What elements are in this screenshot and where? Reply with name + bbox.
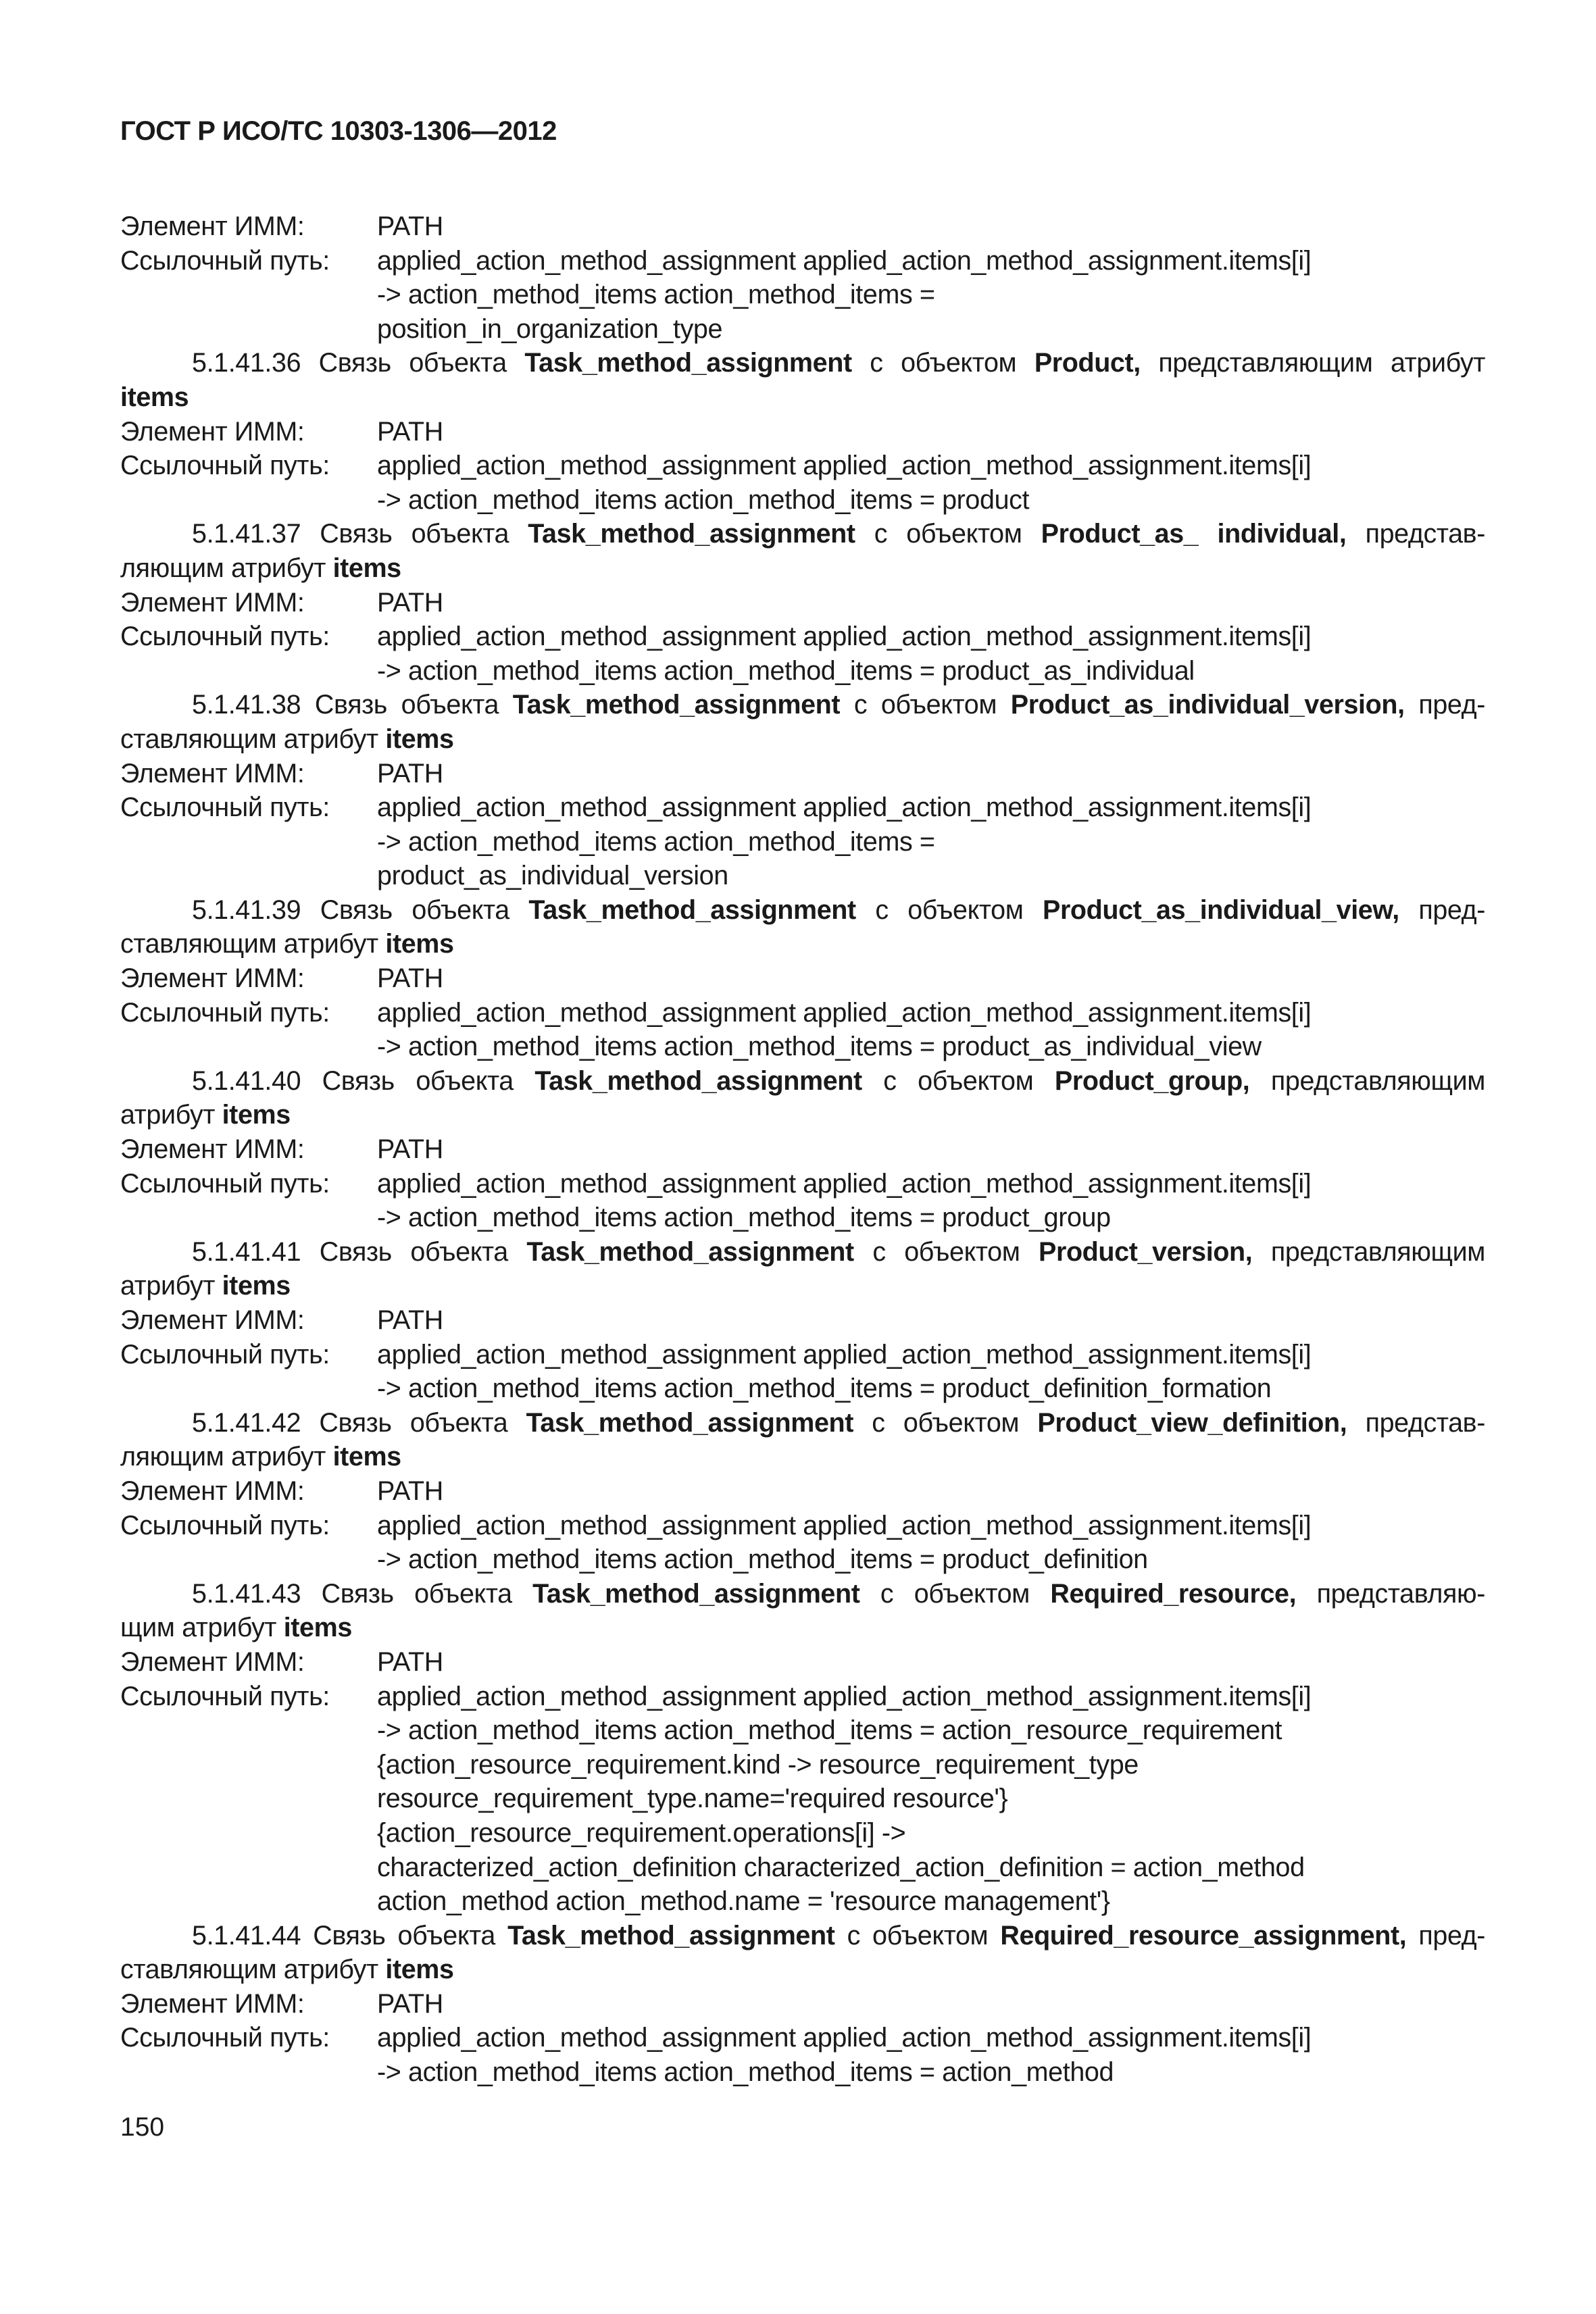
target-entity-name: Required_resource, bbox=[1050, 1578, 1297, 1609]
element-value: PATH bbox=[377, 587, 443, 618]
path-line: applied_action_method_assignment applied_action_method_assignment.items[i] bbox=[377, 2023, 1312, 2053]
section-heading-cont bbox=[120, 1611, 1485, 1645]
word: с объектом bbox=[883, 1065, 1034, 1096]
path-label: Ссылочный путь: bbox=[120, 1510, 330, 1540]
page-number: 150 bbox=[120, 2113, 165, 2142]
path-row bbox=[120, 1509, 1485, 1543]
section-heading bbox=[120, 1919, 1485, 1953]
path-line: -> action_method_items action_method_items = product_definition bbox=[377, 1544, 1148, 1575]
word: пред- bbox=[1418, 895, 1485, 925]
element-value: PATH bbox=[377, 1134, 443, 1165]
path-row-cont bbox=[120, 1713, 1485, 1748]
entity-name: Task_method_assignment bbox=[526, 1236, 854, 1267]
element-label: Элемент ИММ: bbox=[120, 758, 305, 788]
path-label: Ссылочный путь: bbox=[120, 1681, 330, 1711]
path-row-cont bbox=[120, 1816, 1485, 1851]
path-line: applied_action_method_assignment applied_action_method_assignment.items[i] bbox=[377, 245, 1312, 276]
word: объекта bbox=[411, 519, 509, 549]
path-row-cont bbox=[120, 654, 1485, 688]
target-entity-name: Product_as_individual_version, bbox=[1010, 690, 1405, 720]
word: объекта bbox=[409, 1407, 508, 1438]
target-entity-name: Product_as_ individual, bbox=[1041, 519, 1347, 549]
path-row bbox=[120, 620, 1485, 654]
entity-name: Task_method_assignment bbox=[524, 348, 852, 378]
entity-name: Task_method_assignment bbox=[528, 519, 855, 549]
element-value: PATH bbox=[377, 1305, 443, 1335]
section-number: 5.1.41.37 bbox=[192, 519, 301, 549]
word: представ- bbox=[1365, 519, 1486, 549]
path-line: action_method action_method.name = 'resource management'} bbox=[377, 1886, 1110, 1917]
attribute-name: items bbox=[385, 929, 454, 959]
element-row bbox=[120, 961, 1485, 996]
section-heading-cont bbox=[120, 551, 1485, 586]
target-entity-name: Required_resource_assignment, bbox=[1000, 1920, 1407, 1951]
target-entity-name: Product_group, bbox=[1054, 1065, 1250, 1096]
section-number: 5.1.41.39 bbox=[192, 895, 301, 925]
target-entity-name: Product_version, bbox=[1039, 1236, 1253, 1267]
word: объекта bbox=[414, 1578, 512, 1609]
path-line: -> action_method_items action_method_items = action_resource_requirement bbox=[377, 1715, 1282, 1746]
path-row-cont bbox=[120, 1201, 1485, 1235]
path-line: {action_resource_requirement.operations[i] -> bbox=[377, 1817, 906, 1848]
path-line: applied_action_method_assignment applied_action_method_assignment.items[i] bbox=[377, 622, 1312, 652]
heading-cont-text: атрибут bbox=[120, 1271, 216, 1301]
heading-cont-text: атрибут bbox=[120, 1100, 216, 1130]
element-row bbox=[120, 209, 1485, 244]
element-row bbox=[120, 1303, 1485, 1338]
word: с объектом bbox=[872, 1407, 1020, 1438]
path-row bbox=[120, 2021, 1485, 2055]
word: Связь bbox=[320, 895, 393, 925]
path-row bbox=[120, 790, 1485, 825]
path-row-cont bbox=[120, 1748, 1485, 1782]
section-heading bbox=[120, 893, 1485, 928]
word: объекта bbox=[397, 1920, 495, 1951]
word: Связь bbox=[313, 1920, 386, 1951]
path-line: -> action_method_items action_method_items = product bbox=[377, 484, 1030, 515]
path-row-cont bbox=[120, 1030, 1485, 1064]
path-row-cont bbox=[120, 2055, 1485, 2090]
heading-cont-text: ставляющим атрибут bbox=[120, 1955, 378, 1985]
attribute-name: items bbox=[222, 1271, 291, 1301]
section-heading-cont bbox=[120, 722, 1485, 757]
section-heading-cont bbox=[120, 1269, 1485, 1303]
section-number: 5.1.41.44 bbox=[192, 1920, 301, 1951]
section-block bbox=[120, 517, 1485, 688]
element-label: Элемент ИММ: bbox=[120, 1134, 305, 1165]
entity-name: Task_method_assignment bbox=[528, 895, 856, 925]
word: с объектом bbox=[880, 1578, 1030, 1609]
element-label: Элемент ИММ: bbox=[120, 587, 305, 618]
path-row bbox=[120, 244, 1485, 278]
path-line: {action_resource_requirement.kind -> resource_requirement_type bbox=[377, 1749, 1139, 1780]
section-block bbox=[120, 346, 1485, 517]
path-line: characterized_action_definition characterized_action_definition = action_method bbox=[377, 1852, 1305, 1882]
path-label: Ссылочный путь: bbox=[120, 622, 330, 652]
word: представляющим bbox=[1270, 1065, 1486, 1096]
word: представ- bbox=[1365, 1407, 1486, 1438]
word: объекта bbox=[409, 348, 507, 378]
word: объекта bbox=[412, 895, 509, 925]
path-row bbox=[120, 996, 1485, 1030]
path-row-cont bbox=[120, 483, 1485, 518]
word: объекта bbox=[410, 1236, 508, 1267]
attribute-name: items bbox=[385, 1955, 454, 1985]
section-block bbox=[120, 893, 1485, 1064]
element-value: PATH bbox=[377, 211, 443, 241]
word: с объектом bbox=[875, 895, 1024, 925]
element-label: Элемент ИММ: bbox=[120, 1988, 305, 2019]
section-heading bbox=[120, 1235, 1485, 1269]
path-line: -> action_method_items action_method_items = product_group bbox=[377, 1203, 1111, 1233]
heading-cont-text: ставляющим атрибут bbox=[120, 929, 378, 959]
element-label: Элемент ИММ: bbox=[120, 211, 305, 241]
section-number: 5.1.41.42 bbox=[192, 1407, 301, 1438]
path-label: Ссылочный путь: bbox=[120, 2023, 330, 2053]
word: Связь bbox=[318, 348, 391, 378]
entity-name: Task_method_assignment bbox=[532, 1578, 860, 1609]
path-label: Ссылочный путь: bbox=[120, 997, 330, 1028]
element-row bbox=[120, 415, 1485, 449]
section-number: 5.1.41.38 bbox=[192, 690, 301, 720]
attribute-name: items bbox=[332, 553, 401, 583]
section-heading bbox=[120, 1064, 1485, 1099]
path-row-cont bbox=[120, 1884, 1485, 1919]
word: представляю- bbox=[1316, 1578, 1485, 1609]
element-value: PATH bbox=[377, 963, 443, 994]
word: представляющим bbox=[1270, 1236, 1485, 1267]
path-row-cont bbox=[120, 859, 1485, 893]
path-row bbox=[120, 1167, 1485, 1201]
section-heading-cont bbox=[120, 927, 1485, 961]
word: Связь bbox=[314, 690, 387, 720]
section-block bbox=[120, 1577, 1485, 1919]
word: объекта bbox=[401, 690, 499, 720]
attribute-name: items bbox=[385, 724, 454, 754]
heading-cont-text: ляющим атрибут bbox=[120, 1442, 326, 1472]
path-line: applied_action_method_assignment applied_action_method_assignment.items[i] bbox=[377, 1339, 1312, 1369]
path-row-cont bbox=[120, 1851, 1485, 1885]
word: Связь bbox=[321, 1578, 394, 1609]
path-label: Ссылочный путь: bbox=[120, 451, 330, 481]
section-heading bbox=[120, 1406, 1485, 1440]
heading-cont-text: щим атрибут bbox=[120, 1613, 277, 1643]
path-line: applied_action_method_assignment applied_action_method_assignment.items[i] bbox=[377, 793, 1312, 823]
path-row-cont bbox=[120, 825, 1485, 859]
entity-name: Task_method_assignment bbox=[526, 1407, 853, 1438]
word: с объектом bbox=[870, 348, 1017, 378]
section-heading-cont bbox=[120, 1098, 1485, 1132]
target-entity-name: Product_as_individual_view, bbox=[1043, 895, 1399, 925]
path-label: Ссылочный путь: bbox=[120, 245, 330, 276]
element-label: Элемент ИММ: bbox=[120, 963, 305, 994]
document-page bbox=[120, 115, 1485, 2090]
element-row bbox=[120, 1645, 1485, 1680]
word: объекта bbox=[416, 1065, 514, 1096]
element-row bbox=[120, 1987, 1485, 2021]
document-header: ГОСТ Р ИСО/ТС 10303-1306—2012 bbox=[120, 116, 557, 146]
section-block bbox=[120, 1235, 1485, 1406]
section-block bbox=[120, 1406, 1485, 1577]
section-number: 5.1.41.40 bbox=[192, 1065, 301, 1096]
word: с объектом bbox=[853, 690, 997, 720]
element-row bbox=[120, 757, 1485, 791]
document-body bbox=[120, 209, 1485, 2090]
target-entity-name: Product, bbox=[1034, 348, 1141, 378]
section-block bbox=[120, 688, 1485, 893]
path-line: -> action_method_items action_method_items = product_definition_formation bbox=[377, 1374, 1272, 1404]
path-row-cont bbox=[120, 1782, 1485, 1816]
path-line: -> action_method_items action_method_items = bbox=[377, 826, 935, 857]
section-heading-cont bbox=[120, 1953, 1485, 1987]
heading-cont-text: ляющим атрибут bbox=[120, 553, 326, 583]
word: с объектом bbox=[872, 1236, 1020, 1267]
path-label: Ссылочный путь: bbox=[120, 1168, 330, 1199]
path-line: position_in_organization_type bbox=[377, 313, 723, 344]
section-heading-cont bbox=[120, 1440, 1485, 1474]
path-line: -> action_method_items action_method_items = bbox=[377, 280, 935, 310]
element-label: Элемент ИММ: bbox=[120, 416, 305, 447]
element-row bbox=[120, 1474, 1485, 1509]
path-row bbox=[120, 1338, 1485, 1372]
path-line: -> action_method_items action_method_items = action_method bbox=[377, 2057, 1114, 2088]
attribute-name: items bbox=[283, 1613, 352, 1643]
path-line: applied_action_method_assignment applied_action_method_assignment.items[i] bbox=[377, 1510, 1312, 1540]
attribute-name: items bbox=[120, 382, 189, 412]
path-row-cont bbox=[120, 278, 1485, 312]
path-row bbox=[120, 449, 1485, 483]
word: пред- bbox=[1418, 1920, 1486, 1951]
element-value: PATH bbox=[377, 1988, 443, 2019]
path-line: applied_action_method_assignment applied_action_method_assignment.items[i] bbox=[377, 1681, 1312, 1711]
word: Связь bbox=[322, 1065, 395, 1096]
path-row-cont bbox=[120, 312, 1485, 347]
element-label: Элемент ИММ: bbox=[120, 1305, 305, 1335]
element-label: Элемент ИММ: bbox=[120, 1646, 305, 1677]
attribute-name: items bbox=[332, 1442, 401, 1472]
word: Связь bbox=[319, 1407, 392, 1438]
path-line: -> action_method_items action_method_items = product_as_individual_view bbox=[377, 1032, 1262, 1062]
entity-name: Task_method_assignment bbox=[534, 1065, 862, 1096]
section-block bbox=[120, 1919, 1485, 2090]
word: пред- bbox=[1418, 690, 1486, 720]
word: с объектом bbox=[847, 1920, 989, 1951]
path-line: applied_action_method_assignment applied_action_method_assignment.items[i] bbox=[377, 451, 1312, 481]
attribute-name: items bbox=[222, 1100, 291, 1130]
heading-cont-text: ставляющим атрибут bbox=[120, 724, 378, 754]
section-heading bbox=[120, 517, 1485, 551]
path-line: applied_action_method_assignment applied_action_method_assignment.items[i] bbox=[377, 1168, 1312, 1199]
path-line: -> action_method_items action_method_items = product_as_individual bbox=[377, 655, 1195, 686]
element-label: Элемент ИММ: bbox=[120, 1476, 305, 1506]
word: представляющим атрибут bbox=[1158, 348, 1486, 378]
element-row bbox=[120, 1132, 1485, 1167]
target-entity-name: Product_view_definition, bbox=[1037, 1407, 1347, 1438]
entity-name: Task_method_assignment bbox=[512, 690, 841, 720]
word: с объектом bbox=[874, 519, 1022, 549]
element-row bbox=[120, 586, 1485, 620]
path-row bbox=[120, 1680, 1485, 1714]
section-block bbox=[120, 1064, 1485, 1235]
section-number: 5.1.41.36 bbox=[192, 348, 301, 378]
entity-name: Task_method_assignment bbox=[507, 1920, 835, 1951]
element-value: PATH bbox=[377, 758, 443, 788]
section-heading-cont bbox=[120, 380, 1485, 415]
section-heading bbox=[120, 346, 1485, 380]
section-number: 5.1.41.43 bbox=[192, 1578, 301, 1609]
section-number: 5.1.41.41 bbox=[192, 1236, 301, 1267]
word: Связь bbox=[319, 1236, 392, 1267]
section-heading bbox=[120, 1577, 1485, 1611]
section-heading bbox=[120, 688, 1485, 722]
path-row-cont bbox=[120, 1372, 1485, 1406]
path-line: resource_requirement_type.name='required resource'} bbox=[377, 1784, 1008, 1814]
path-row-cont bbox=[120, 1542, 1485, 1577]
path-label: Ссылочный путь: bbox=[120, 793, 330, 823]
element-value: PATH bbox=[377, 416, 443, 447]
element-value: PATH bbox=[377, 1476, 443, 1506]
element-value: PATH bbox=[377, 1646, 443, 1677]
path-line: product_as_individual_version bbox=[377, 861, 728, 891]
path-line: applied_action_method_assignment applied_action_method_assignment.items[i] bbox=[377, 997, 1312, 1028]
path-label: Ссылочный путь: bbox=[120, 1339, 330, 1369]
word: Связь bbox=[320, 519, 393, 549]
